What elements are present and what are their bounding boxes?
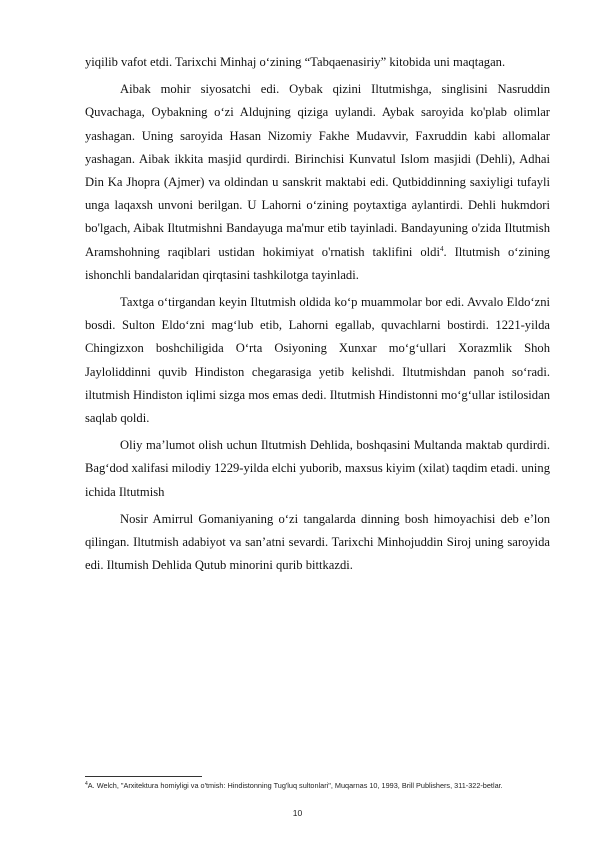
paragraph-aibak-text: Aibak mohir siyosatchi edi. Oybak qizini Iltutmishga, singlisini Nasruddin Quvachaga, Oybakning o‘zi Aldujning qiziga uylandi. Aybak saroyida ko'plab olimlar yashagan. Uning saroyida Hasan Nizomiy Fakhe Mudavvir, Faxruddin kabi allomalar yashagan. Aibak ikkita masjid qurdirdi. Birinchisi Kunvatul Islom masjidi (Dehli), Adhai Din Ka Jhopra (Ajmer) va oldindan u sanskrit maktabi edi. Qutbiddinning saxiyligi tufayli unga laqaxsh unvoni berilgan. U Lahorni o‘zining poytaxtiga aylantirdi. Dehli hukmdori bo'lgach, Aibak Iltutmishni Bandayuga ma'mur etib tayinladi. Bandayuning o'zida Iltutmish Aramshohning raqiblari ustidan hokimiyat o'rnatish taklifini oldi	[85, 82, 550, 259]
paragraph-continuation: yiqilib vafot etdi. Tarixchi Minhaj o‘zining “Tabqaenasiriy” kitobida uni maqtagan.	[85, 55, 506, 69]
paragraph-nosir: Nosir Amirrul Gomaniyaning o‘zi tangalarda dinning bosh himoyachisi deb e’lon qilingan. Iltutmish adabiyot va san’atni sevardi. Tarixchi Minhojuddin Siroj uning saroyida edi. Iltumish Dehlida Qutub minorini qurib bittkazdi.	[85, 511, 550, 573]
paragraph-aibak	[85, 78, 550, 287]
page-number: 10	[292, 808, 303, 818]
footnote-divider	[85, 776, 202, 777]
footnote	[85, 779, 551, 792]
body-text	[85, 51, 550, 581]
paragraph-iltutmish-throne: Taxtga o‘tirgandan keyin Iltutmish oldida ko‘p muammolar bor edi. Avvalo Eldo‘zni bosdi. Sulton Eldo‘zni mag‘lub etib, Lahorni egallab, quvachlarni bostirdi. 1221-yilda Chingizxon boshchiligida O‘rta Osiyoning Xunxar mo‘g‘ullari Xorazmlik Shoh Jayloliddinni quvib Hindiston chegarasiga yetib kelishdi. Iltutmishdan panoh so‘radi. iltutmish Hindiston iqlimi sizga mos emas dedi. Iltutmish Hindistonni mo‘g‘ullar istilosidan saqlab qoldi.	[85, 295, 550, 426]
paragraph-education: Oliy ma’lumot olish uchun Iltutmish Dehlida, boshqasini Multanda maktab qurdirdi. Bag‘dod xalifasi milodiy 1229-yilda elchi yuborib, maxsus kiyim (xilat) taqdim etadi. uning ichida Iltutmish	[85, 438, 550, 499]
footnote-text: A. Welch, "Arxitektura homiyligi va o'tmish: Hindistonning Tug'luq sultonlari", Muqarnas 10, 1993, Brill Publishers, 311-322-betlar.	[87, 781, 503, 790]
footnote-number: 4	[85, 781, 88, 787]
footnote-reference[interactable]: 4	[439, 244, 444, 253]
paragraph-aibak-text-end: . Iltutmish o‘zining ishonchli bandalaridan qirqtasini tashkilotga tayinladi.	[85, 244, 550, 282]
